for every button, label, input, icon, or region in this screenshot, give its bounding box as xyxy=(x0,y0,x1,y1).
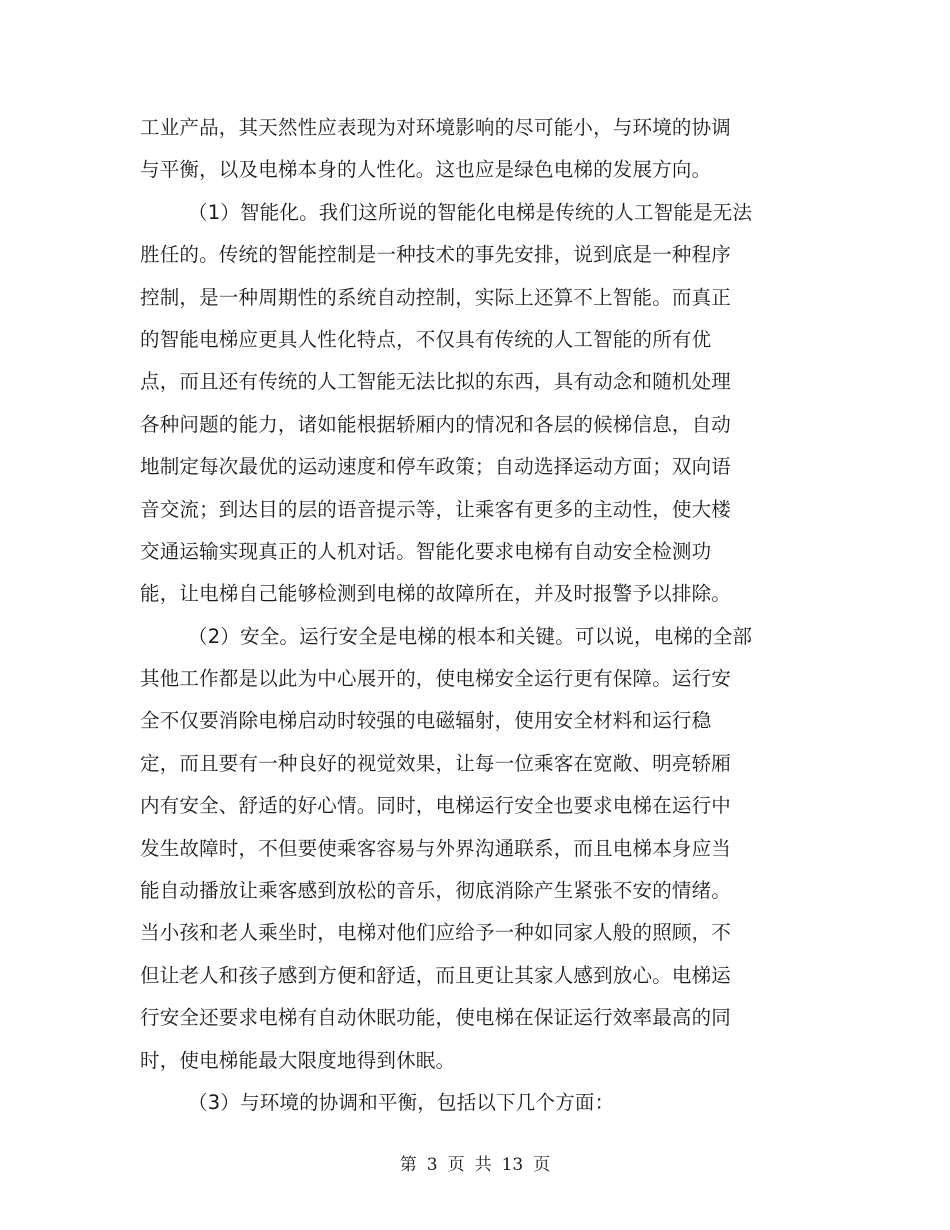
text-line: 定，而且要有一种良好的视觉效果，让每一位乘客在宽敞、明亮轿厢 xyxy=(140,751,732,775)
text-line: 全不仅要消除电梯启动时较强的电磁辐射，使用安全材料和运行稳 xyxy=(140,709,712,733)
text-line: 当小孩和老人乘坐时，电梯对他们应给予一种如同家人般的照顾，不 xyxy=(140,921,732,945)
paragraph-heading-environment: （3）与环境的协调和平衡，包括以下几个方面： xyxy=(188,1090,615,1114)
text-line: 各种问题的能力，诸如能根据轿厢内的情况和各层的候梯信息，自动 xyxy=(140,412,732,436)
page-footer xyxy=(0,1150,950,1175)
text-line: 行安全还要求电梯有自动休眠功能，使电梯在保证运行效率最高的同 xyxy=(140,1006,732,1030)
footer-total-prefix: 共 xyxy=(474,1155,492,1175)
paragraph-heading-safety: （2）安全。运行安全是电梯的根本和关键。可以说，电梯的全部 xyxy=(188,624,753,648)
text-line: 音交流；到达目的层的语音提示等，让乘客有更多的主动性，使大楼 xyxy=(140,497,732,521)
text-line: 能，让电梯自己能够检测到电梯的故障所在，并及时报警予以排除。 xyxy=(140,582,732,606)
text-line: 能自动播放让乘客感到放松的音乐，彻底消除产生紧张不安的情绪。 xyxy=(140,879,732,903)
footer-page-label: 页 xyxy=(447,1155,465,1175)
footer-total-label: 页 xyxy=(533,1155,551,1175)
body-text xyxy=(140,107,780,1124)
text-line: 工业产品，其天然性应表现为对环境影响的尽可能小，与环境的协调 xyxy=(140,116,732,139)
text-line: 但让老人和孩子感到方便和舒适，而且更让其家人感到放心。电梯运 xyxy=(140,963,732,987)
text-line: 胜任的。传统的智能控制是一种技术的事先安排，说到底是一种程序 xyxy=(140,243,732,267)
text-line: 的智能电梯应更具人性化特点，不仅具有传统的人工智能的所有优 xyxy=(140,327,712,351)
text-line: 地制定每次最优的运动速度和停车政策；自动选择运动方面；双向语 xyxy=(140,455,732,479)
total-pages: 13 xyxy=(501,1155,524,1175)
text-line: 发生故障时，不但要使乘客容易与外界沟通联系，而且电梯本身应当 xyxy=(140,836,732,860)
text-line: 内有安全、舒适的好心情。同时，电梯运行安全也要求电梯在运行中 xyxy=(140,794,732,818)
text-line: 其他工作都是以此为中心展开的，使电梯安全运行更有保障。运行安 xyxy=(140,667,732,691)
footer-prefix: 第 xyxy=(399,1155,417,1175)
text-line: 控制，是一种周期性的系统自动控制，实际上还算不上智能。而真正 xyxy=(140,285,732,309)
text-line: 时，使电梯能最大限度地得到休眠。 xyxy=(140,1048,456,1072)
paragraph-heading-intelligence: （1）智能化。我们这所说的智能化电梯是传统的人工智能是无法 xyxy=(188,200,753,224)
text-line: 与平衡，以及电梯本身的人性化。这也应是绿色电梯的发展方向。 xyxy=(140,158,712,182)
text-line: 交通运输实现真正的人机对话。智能化要求电梯有自动安全检测功 xyxy=(140,539,712,563)
page-number: 3 xyxy=(426,1155,438,1175)
text-line: 点，而且还有传统的人工智能无法比拟的东西，具有动念和随机处理 xyxy=(140,370,732,394)
